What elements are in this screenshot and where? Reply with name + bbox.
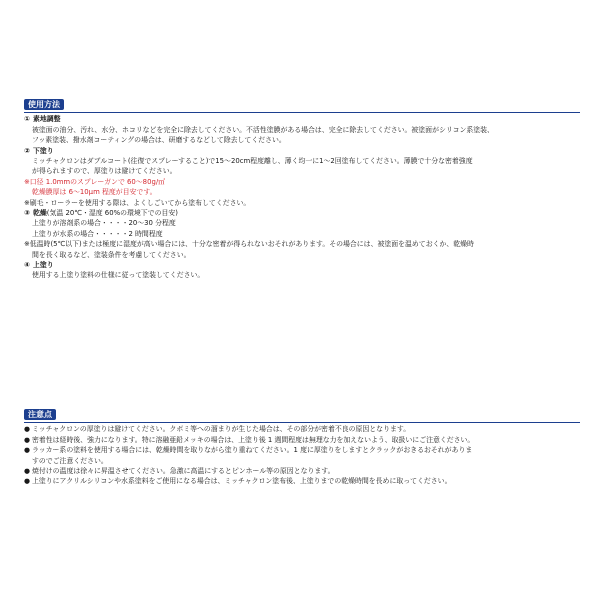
step-4-title-text: 上塗り bbox=[33, 261, 54, 270]
step-4-title bbox=[24, 260, 580, 270]
step-2-line-2: が得られますので、厚塗りは避けてください。 bbox=[32, 167, 177, 176]
step-2-title-text: 下塗り bbox=[33, 146, 54, 155]
step-3-title bbox=[24, 208, 580, 218]
step-3-note-line-1: ※低温時(5℃以下)または極度に湿度が高い場合には、十分な密着が得られないおそれがあります。その場合には、被塗面を温めておくか、乾燥時 bbox=[24, 240, 474, 249]
caution-item-5 bbox=[24, 476, 580, 486]
usage-header: 使用方法 bbox=[24, 99, 64, 110]
caution-item-1-text: ミッチャクロンの厚塗りは避けてください。クボミ等への溜まりが生じた場合は、その部分が密着不良の原因となります。 bbox=[32, 425, 411, 434]
step-4-number: ④ bbox=[24, 261, 30, 270]
usage-section bbox=[24, 92, 580, 281]
step-2-number: ② bbox=[24, 146, 30, 155]
step-3-line-2: 上塗りが水系の場合・・・・・2 時間程度 bbox=[32, 229, 163, 238]
bullet-icon: ● bbox=[24, 467, 31, 476]
step-2-note: ※刷毛・ローラーを使用する際は、よくしごいてから塗布してください。 bbox=[24, 198, 251, 207]
step-3-title-text: 乾燥 bbox=[33, 209, 47, 218]
caution-item-3-continued: すのでご注意ください。 bbox=[32, 456, 108, 465]
caution-item-3-text: ラッカー系の塗料を使用する場合には、乾燥時間を取りながら塗り重ねてください。1 度に厚塗りをしますとクラックがおきるおそれがありま bbox=[32, 446, 473, 455]
caution-item-4 bbox=[24, 466, 580, 476]
step-1-title bbox=[24, 114, 580, 124]
step-3-note-line-2: 間を長く取るなど、塗装条件を考慮してください。 bbox=[32, 250, 191, 259]
step-1-title-text: 素地調整 bbox=[33, 115, 61, 124]
bullet-icon: ● bbox=[24, 425, 31, 434]
caution-divider bbox=[24, 422, 580, 423]
caution-item-1 bbox=[24, 424, 580, 434]
step-4-line-1: 使用する上塗り塗料の仕様に従って塗装してください。 bbox=[32, 271, 205, 280]
step-1-line-2: フッ素塗装、撥水剤コーティングの場合は、研磨するなどして除去してください。 bbox=[32, 136, 286, 145]
step-2-red-line-1: ※口径 1.0mmのスプレーガンで 60～80g/㎡ bbox=[24, 177, 166, 186]
step-2-line-1: ミッチャクロンはダブルコート(往復でスプレーすること)で15～20cm程度離し、薄く均一に1～2回塗布してください。薄膜で十分な密着強度 bbox=[32, 157, 473, 166]
step-1-number: ① bbox=[24, 115, 30, 124]
caution-item-3 bbox=[24, 445, 580, 455]
bullet-icon: ● bbox=[24, 435, 31, 444]
caution-item-2-text: 密着性は経時後、強力になります。特に溶融亜鉛メッキの場合は、上塗り後 1 週間程度は無理な力を加えないよう、取扱いにご注意ください。 bbox=[32, 435, 475, 444]
caution-section bbox=[24, 402, 580, 487]
caution-item-5-text: 上塗りにアクリルシリコンや水系塗料をご使用になる場合は、ミッチャクロン塗布後、上塗りまでの乾燥時間を長めに取ってください。 bbox=[32, 477, 452, 486]
caution-item-2 bbox=[24, 435, 580, 445]
bullet-icon: ● bbox=[24, 446, 31, 455]
bullet-icon: ● bbox=[24, 477, 31, 486]
usage-divider bbox=[24, 112, 580, 113]
step-2-red-line-2: 乾燥膜厚は 6～10μm 程度が目安です。 bbox=[32, 188, 157, 197]
step-3-line-1: 上塗りが溶剤系の場合・・・・20～30 分程度 bbox=[32, 219, 176, 228]
caution-header: 注意点 bbox=[24, 409, 56, 420]
step-3-number: ③ bbox=[24, 209, 30, 218]
caution-item-4-text: 焼付けの温度は徐々に昇温させてください。急激に高温にするとピンホール等の原因となります。 bbox=[32, 467, 335, 476]
step-3-title-suffix: (気温 20℃・湿度 60%の環境下での目安) bbox=[46, 209, 178, 218]
step-1-line-1: 被塗面の油分、汚れ、水分、ホコリなどを完全に除去してください。不活性塗膜がある場合は、完全に除去してください。被塗面がシリコン系塗装、 bbox=[32, 125, 494, 134]
step-2-title bbox=[24, 146, 580, 156]
